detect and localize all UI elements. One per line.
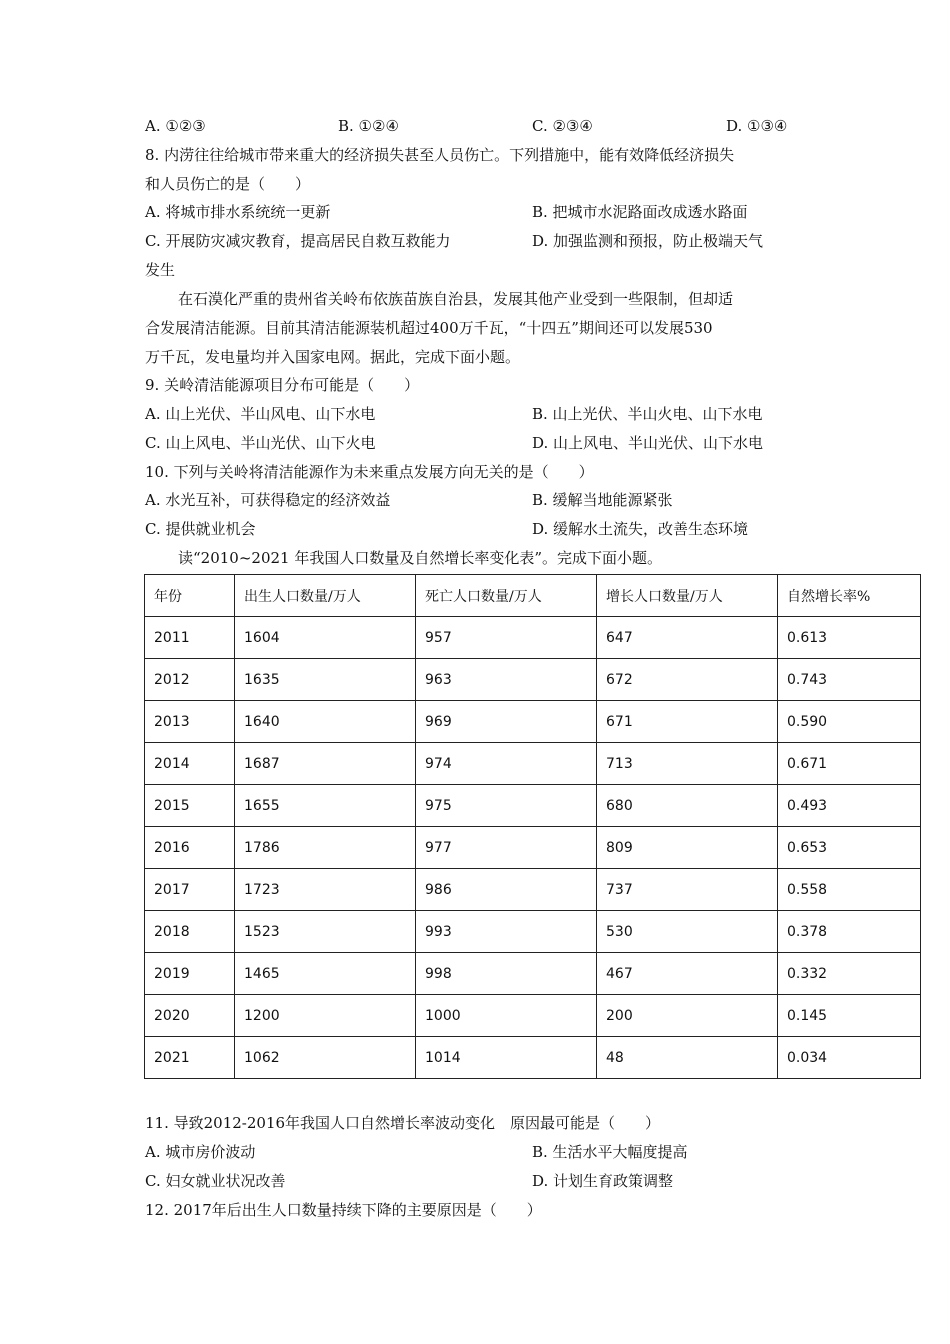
- cell-growth: 680: [597, 785, 778, 827]
- q7-option-d: D. ①③④: [726, 117, 788, 135]
- cell-rate: 0.743: [778, 659, 921, 701]
- table-row: [145, 995, 921, 1037]
- cell-births: 1640: [235, 701, 416, 743]
- cell-deaths: 993: [416, 911, 597, 953]
- q10-option-b: B. 缓解当地能源紧张: [532, 491, 673, 509]
- cell-year: 2014: [145, 743, 235, 785]
- q9-option-a: A. 山上光伏、半山风电、山下水电: [145, 405, 376, 423]
- table-row: [145, 953, 921, 995]
- q7-option-c: C. ②③④: [532, 117, 593, 135]
- q8-stem-line1: 8. 内涝往往给城市带来重大的经济损失甚至人员伤亡。下列措施中，能有效降低经济损失: [145, 146, 735, 164]
- q8-option-a: A. 将城市排水系统统一更新: [145, 203, 331, 221]
- cell-rate: 0.613: [778, 617, 921, 659]
- table-row: [145, 743, 921, 785]
- header-births: 出生人口数量/万人: [235, 575, 416, 617]
- cell-growth: 467: [597, 953, 778, 995]
- cell-year: 2012: [145, 659, 235, 701]
- cell-year: 2015: [145, 785, 235, 827]
- cell-births: 1687: [235, 743, 416, 785]
- cell-births: 1062: [235, 1037, 416, 1079]
- cell-year: 2020: [145, 995, 235, 1037]
- cell-deaths: 998: [416, 953, 597, 995]
- q11-option-c: C. 妇女就业状况改善: [145, 1172, 286, 1190]
- passage-line2: 合发展清洁能源。目前其清洁能源装机超过400万千瓦，“十四五”期间还可以发展530: [145, 319, 713, 337]
- header-rate: 自然增长率%: [778, 575, 921, 617]
- cell-births: 1604: [235, 617, 416, 659]
- q7-option-b: B. ①②④: [338, 117, 399, 135]
- q8-option-b: B. 把城市水泥路面改成透水路面: [532, 203, 748, 221]
- cell-rate: 0.590: [778, 701, 921, 743]
- header-growth: 增长人口数量/万人: [597, 575, 778, 617]
- q7-option-a: A. ①②③: [145, 117, 206, 135]
- cell-births: 1635: [235, 659, 416, 701]
- q9-option-b: B. 山上光伏、半山火电、山下水电: [532, 405, 763, 423]
- cell-rate: 0.653: [778, 827, 921, 869]
- table-row: [145, 659, 921, 701]
- cell-year: 2013: [145, 701, 235, 743]
- cell-rate: 0.671: [778, 743, 921, 785]
- cell-deaths: 975: [416, 785, 597, 827]
- cell-growth: 200: [597, 995, 778, 1037]
- passage-line3: 万千瓦，发电量均并入国家电网。据此，完成下面小题。: [145, 348, 521, 366]
- cell-growth: 809: [597, 827, 778, 869]
- cell-growth: 647: [597, 617, 778, 659]
- q10-option-a: A. 水光互补，可获得稳定的经济效益: [145, 491, 391, 509]
- table-row: [145, 617, 921, 659]
- table-row: [145, 911, 921, 953]
- cell-rate: 0.378: [778, 911, 921, 953]
- q9-option-c: C. 山上风电、半山光伏、山下火电: [145, 434, 376, 452]
- header-deaths: 死亡人口数量/万人: [416, 575, 597, 617]
- cell-growth: 737: [597, 869, 778, 911]
- q10-stem: 10. 下列与关岭将清洁能源作为未来重点发展方向无关的是（ ）: [145, 463, 594, 481]
- population-table: [144, 574, 921, 1079]
- cell-year: 2016: [145, 827, 235, 869]
- cell-deaths: 963: [416, 659, 597, 701]
- cell-deaths: 977: [416, 827, 597, 869]
- table-row: [145, 827, 921, 869]
- header-year: 年份: [145, 575, 235, 617]
- cell-deaths: 969: [416, 701, 597, 743]
- cell-births: 1786: [235, 827, 416, 869]
- q11-option-d: D. 计划生育政策调整: [532, 1172, 674, 1190]
- cell-growth: 672: [597, 659, 778, 701]
- passage-line1: 在石漠化严重的贵州省关岭布依族苗族自治县，发展其他产业受到一些限制，但却适: [178, 290, 734, 308]
- cell-rate: 0.145: [778, 995, 921, 1037]
- cell-deaths: 1000: [416, 995, 597, 1037]
- cell-deaths: 974: [416, 743, 597, 785]
- q8-option-d-continuation: 发生: [145, 261, 176, 279]
- cell-deaths: 1014: [416, 1037, 597, 1079]
- q8-option-d: D. 加强监测和预报，防止极端天气: [532, 232, 764, 250]
- cell-rate: 0.558: [778, 869, 921, 911]
- cell-year: 2019: [145, 953, 235, 995]
- cell-deaths: 957: [416, 617, 597, 659]
- cell-growth: 671: [597, 701, 778, 743]
- cell-births: 1465: [235, 953, 416, 995]
- q11-stem: 11. 导致2012-2016年我国人口自然增长率波动变化 原因最可能是（ ）: [145, 1114, 661, 1132]
- table-header-row: [145, 575, 921, 617]
- table-row: [145, 785, 921, 827]
- cell-growth: 48: [597, 1037, 778, 1079]
- q8-option-c: C. 开展防灾减灾教育，提高居民自救互救能力: [145, 232, 451, 250]
- cell-year: 2021: [145, 1037, 235, 1079]
- q11-option-b: B. 生活水平大幅度提高: [532, 1143, 688, 1161]
- cell-year: 2018: [145, 911, 235, 953]
- q12-stem: 12. 2017年后出生人口数量持续下降的主要原因是（ ）: [145, 1201, 542, 1219]
- table-row: [145, 869, 921, 911]
- cell-growth: 713: [597, 743, 778, 785]
- q10-option-d: D. 缓解水土流失，改善生态环境: [532, 520, 749, 538]
- cell-year: 2011: [145, 617, 235, 659]
- cell-births: 1200: [235, 995, 416, 1037]
- cell-rate: 0.332: [778, 953, 921, 995]
- cell-rate: 0.493: [778, 785, 921, 827]
- q11-option-a: A. 城市房价波动: [145, 1143, 256, 1161]
- table-row: [145, 701, 921, 743]
- cell-rate: 0.034: [778, 1037, 921, 1079]
- cell-births: 1523: [235, 911, 416, 953]
- cell-growth: 530: [597, 911, 778, 953]
- q9-option-d: D. 山上风电、半山光伏、山下水电: [532, 434, 764, 452]
- cell-births: 1655: [235, 785, 416, 827]
- table-intro: 读“2010~2021 年我国人口数量及自然增长率变化表”。完成下面小题。: [178, 549, 663, 567]
- q9-stem: 9. 关岭清洁能源项目分布可能是（ ）: [145, 376, 420, 394]
- q8-stem-line2: 和人员伤亡的是（ ）: [145, 175, 311, 193]
- cell-deaths: 986: [416, 869, 597, 911]
- cell-year: 2017: [145, 869, 235, 911]
- table-row: [145, 1037, 921, 1079]
- cell-births: 1723: [235, 869, 416, 911]
- q10-option-c: C. 提供就业机会: [145, 520, 256, 538]
